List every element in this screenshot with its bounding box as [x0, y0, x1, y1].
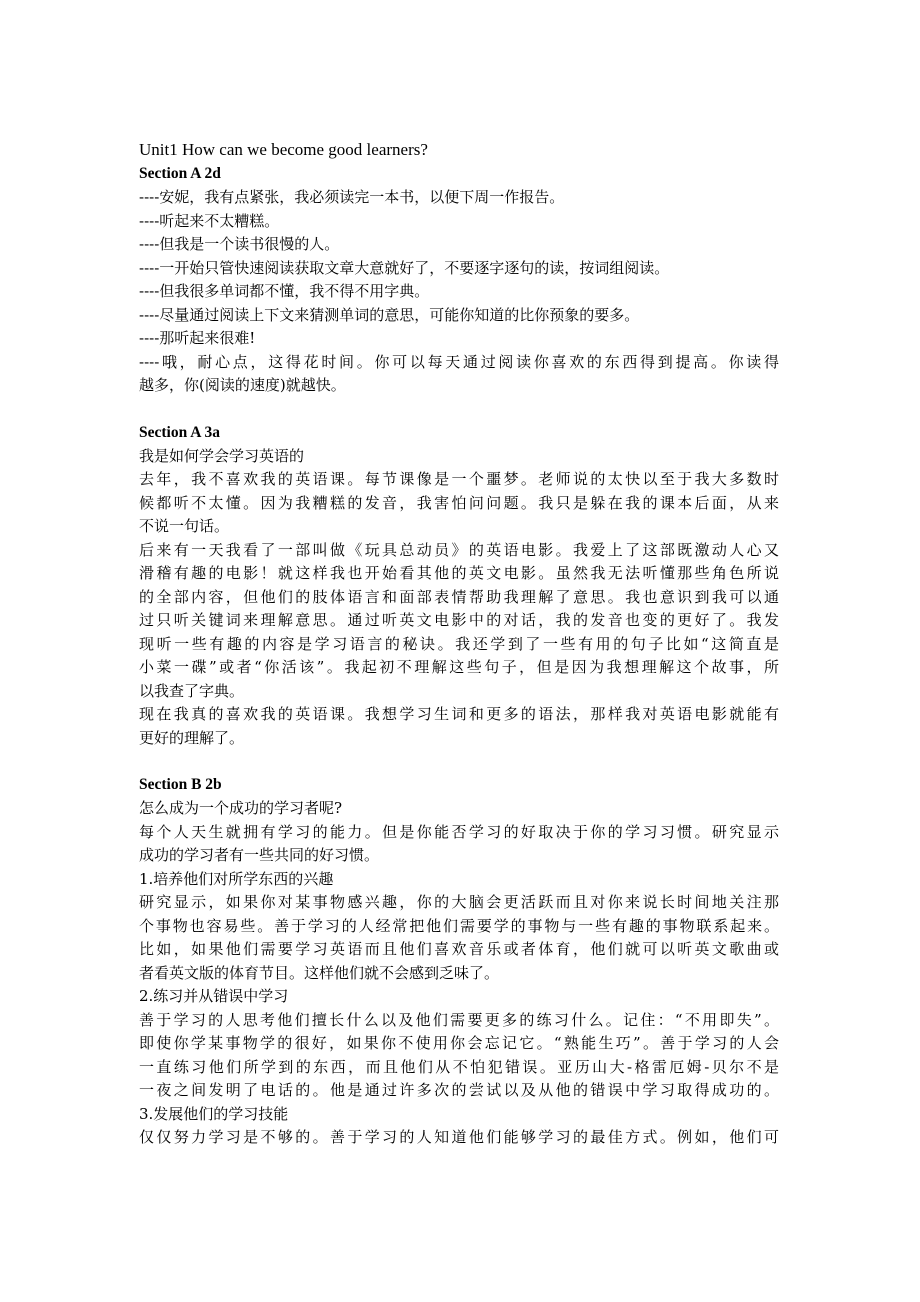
- passage-line: 仅仅努力学习是不够的。善于学习的人知道他们能够学习的最佳方式。例如，他们可: [139, 1128, 779, 1146]
- section-gap: [139, 750, 789, 773]
- section-heading-3a: Section A 3a: [139, 423, 220, 441]
- passage-line: 以我查了字典。: [139, 681, 245, 700]
- unit-title: Unit1 How can we become good learners?: [139, 140, 428, 159]
- passage-line: 一直练习他们所学到的东西，而且他们从不怕犯错误。亚历山大-格雷厄姆-贝尔不是: [139, 1057, 779, 1076]
- section-2d: [139, 162, 789, 398]
- dialogue-line: ----那听起来很难!: [139, 329, 256, 347]
- section-gap: [139, 398, 789, 421]
- dialogue-line: ----尽量通过阅读上下文来猜测单词的意思，可能你知道的比你预象的要多。: [139, 305, 640, 324]
- subheading: 3.发展他们的学习技能: [139, 1104, 289, 1123]
- subheading: 1.培养他们对所学东西的兴趣: [139, 869, 334, 888]
- passage-title: 怎么成为一个成功的学习者呢?: [139, 799, 343, 817]
- passage-line: 比如，如果他们需要学习英语而且他们喜欢音乐或者体育，他们就可以听英文歌曲或: [139, 940, 779, 958]
- dialogue-line: ----哦，耐心点，这得花时间。你可以每天通过阅读你喜欢的东西得到提高。你读得: [139, 352, 779, 371]
- passage-line: 过只听关键词来理解意思。通过听英文电影中的对话，我的发音也变的更好了。我发: [139, 611, 779, 629]
- section-2b: [139, 773, 789, 1150]
- dialogue-line: ----听起来不太糟糕。: [139, 211, 280, 230]
- passage-line: 小菜一碟”或者“你活该”。我起初不理解这些句子，但是因为我想理解这个故事，所: [139, 658, 779, 676]
- passage-line: 现在我真的喜欢我的英语课。我想学习生词和更多的语法，那样我对英语电影就能有: [139, 705, 779, 723]
- passage-line: 善于学习的人思考他们擅长什么以及他们需要更多的练习什么。记住：“不用即失”。: [139, 1010, 779, 1029]
- passage-line: 的全部内容，但他们的肢体语言和面部表情帮助我理解了意思。我也意识到我可以通: [139, 587, 779, 606]
- subheading: 2.练习并从错误中学习: [139, 987, 289, 1005]
- passage-line: 研究显示，如果你对某事物感兴趣，你的大脑会更活跃而且对你来说长时间地关注那: [139, 893, 779, 911]
- passage-line: 现听一些有趣的内容是学习语言的秘诀。我还学到了一些有用的句子比如“这简直是: [139, 634, 779, 653]
- document-page: [139, 138, 789, 1150]
- passage-title: 我是如何学会学习英语的: [139, 446, 305, 465]
- dialogue-line: 越多，你(阅读的速度)就越快。: [139, 376, 346, 394]
- passage-line: 一夜之间发明了电话的。他是通过许多次的尝试以及从他的错误中学习取得成功的。: [139, 1081, 779, 1099]
- section-heading-2d: Section A 2d: [139, 165, 221, 182]
- passage-line: 即使你学某事物学的很好，如果你不使用你会忘记它。“熟能生巧”。善于学习的人会: [139, 1034, 779, 1052]
- passage-line: 候都听不太懂。因为我糟糕的发音，我害怕问问题。我只是躲在我的课本后面，从来: [139, 493, 779, 512]
- passage-line: 更好的理解了。: [139, 728, 245, 747]
- passage-line: 不说一句话。: [139, 517, 230, 535]
- section-3a: [139, 421, 789, 751]
- dialogue-line: ----但我是一个读书很慢的人。: [139, 235, 340, 253]
- section-heading-2b: Section B 2b: [139, 776, 222, 793]
- passage-line: 个事物也容易些。善于学习的人经常把他们需要学的事物与一些有趣的事物联系起来。: [139, 916, 779, 935]
- passage-line: 后来有一天我看了一部叫做《玩具总动员》的英语电影。我爱上了这部既激动人心又: [139, 540, 779, 559]
- dialogue-line: ----但我很多单词都不懂，我不得不用字典。: [139, 282, 430, 300]
- passage-line: 去年，我不喜欢我的英语课。每节课像是一个噩梦。老师说的太快以至于我大多数时: [139, 470, 779, 488]
- dialogue-line: ----一开始只管快速阅读获取文章大意就好了，不要逐字逐句的读，按词组阅读。: [139, 258, 670, 277]
- passage-line: 滑稽有趣的电影！就这样我也开始看其他的英文电影。虽然我无法听懂那些角色所说: [139, 564, 779, 582]
- dialogue-line: ----安妮，我有点紧张，我必须读完一本书，以便下周一作报告。: [139, 188, 565, 206]
- passage-line: 成功的学习者有一些共同的好习惯。: [139, 846, 380, 864]
- passage-line: 每个人天生就拥有学习的能力。但是你能否学习的好取决于你的学习习惯。研究显示: [139, 822, 779, 841]
- passage-line: 者看英文版的体育节目。这样他们就不会感到乏味了。: [139, 963, 500, 982]
